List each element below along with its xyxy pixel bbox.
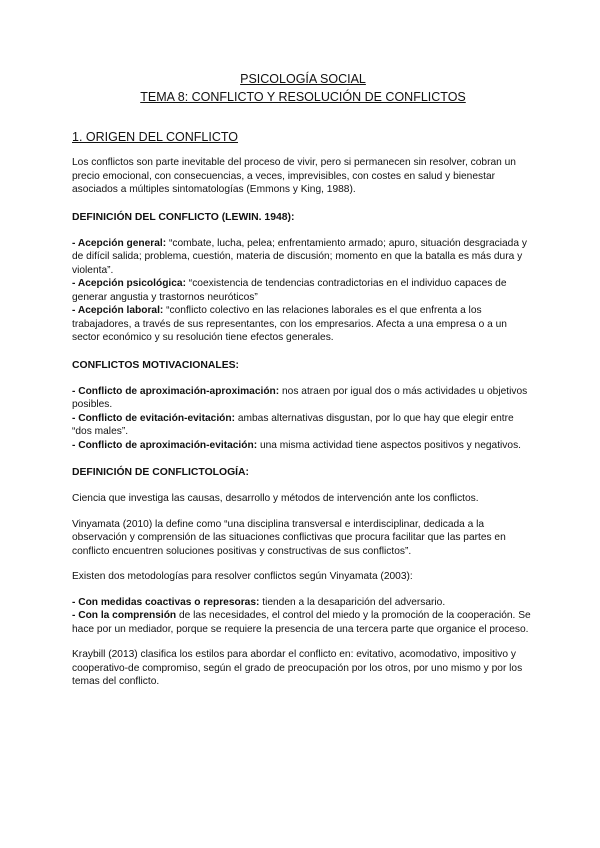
heading-definicion: DEFINICIÓN DEL CONFLICTO (LEWIN. 1948):	[72, 211, 295, 223]
conflicto-aprox-evit: - Conflicto de aproximación-evitación: una misma actividad tiene aspectos positivos y negativos.	[72, 439, 521, 451]
heading-conflictologia: DEFINICIÓN DE CONFLICTOLOGÍA:	[72, 467, 250, 478]
conflicto-aprox-aprox: - Conflicto de aproximación-aproximación: nos atraen por igual dos o más actividades u objetivos posibles.	[72, 385, 528, 410]
acepcion-psicologica: - Acepción psicológica: “coexistencia de tendencias contradictorias en el individuo capaces de generar angustia y trastornos neuróticos”	[72, 278, 507, 303]
intro-paragraph: Los conflictos son parte inevitable del proceso de vivir, pero si permanecen sin resolver, cobran un precio emocional, con consecuencias, a veces, imprevisibles, con costes en salud y bienestar asociados a múltiples sintomatologías (Emmons y King, 1988).	[72, 157, 516, 195]
document-page	[72, 70, 534, 689]
vinyamata-2010-paragraph: Vinyamata (2010) la define como “una disciplina transversal e interdisciplinar, dedicada a la observación y comprensión de las situaciones conflictivas que procura facilitar que las partes en conflicto encuentren soluciones positivas y constructivas de sus conflictos”.	[72, 518, 506, 557]
acepcion-general: - Acepción general: “combate, lucha, pelea; enfrentamiento armado; apuro, situación desgraciada y de difícil salida; problema, cuestión, materia de discusión; momento en que la batalla es más dura y violenta”.	[72, 237, 527, 276]
document-title	[72, 70, 534, 106]
metodo-coactivo: - Con medidas coactivas o represoras: tienden a la desaparición del adversario.	[72, 596, 446, 608]
section-heading-origen: 1. ORIGEN DEL CONFLICTO	[72, 130, 239, 144]
conflictologia-definicion: Ciencia que investiga las causas, desarrollo y métodos de intervención ante los conflictos.	[72, 493, 479, 504]
vinyamata-2003-paragraph: Existen dos metodologías para resolver conflictos según Vinyamata (2003):	[72, 571, 413, 582]
conflicto-evit-evit: - Conflicto de evitación-evitación: ambas alternativas disgustan, por lo que hay que elegir entre “dos males”.	[72, 412, 514, 437]
title-line-1: PSICOLOGÍA SOCIAL	[240, 72, 366, 86]
metodo-comprension: - Con la comprensión de las necesidades, el control del miedo y la promoción de la cooperación. Se hace por un mediador, porque se requiere la presencia de una tercera parte que organice el proceso.	[72, 610, 531, 635]
heading-motivacionales: CONFLICTOS MOTIVACIONALES:	[72, 359, 240, 371]
acepcion-laboral: - Acepción laboral: “conflicto colectivo en las relaciones laborales es el que enfrenta a los trabajadores, a través de sus representantes, con los empresarios. Afecta a una empresa o a un sector económico y su resolución tiene efectos generales.	[72, 305, 507, 343]
kraybill-paragraph: Kraybill (2013) clasifica los estilos para abordar el conflicto en: evitativo, acomodativo, impositivo y cooperativo-de compromiso, según el grado de preocupación por los otros, por uno mismo y por los temas del conflicto.	[72, 649, 523, 687]
title-line-2: TEMA 8: CONFLICTO Y RESOLUCIÓN DE CONFLICTOS	[140, 90, 466, 104]
